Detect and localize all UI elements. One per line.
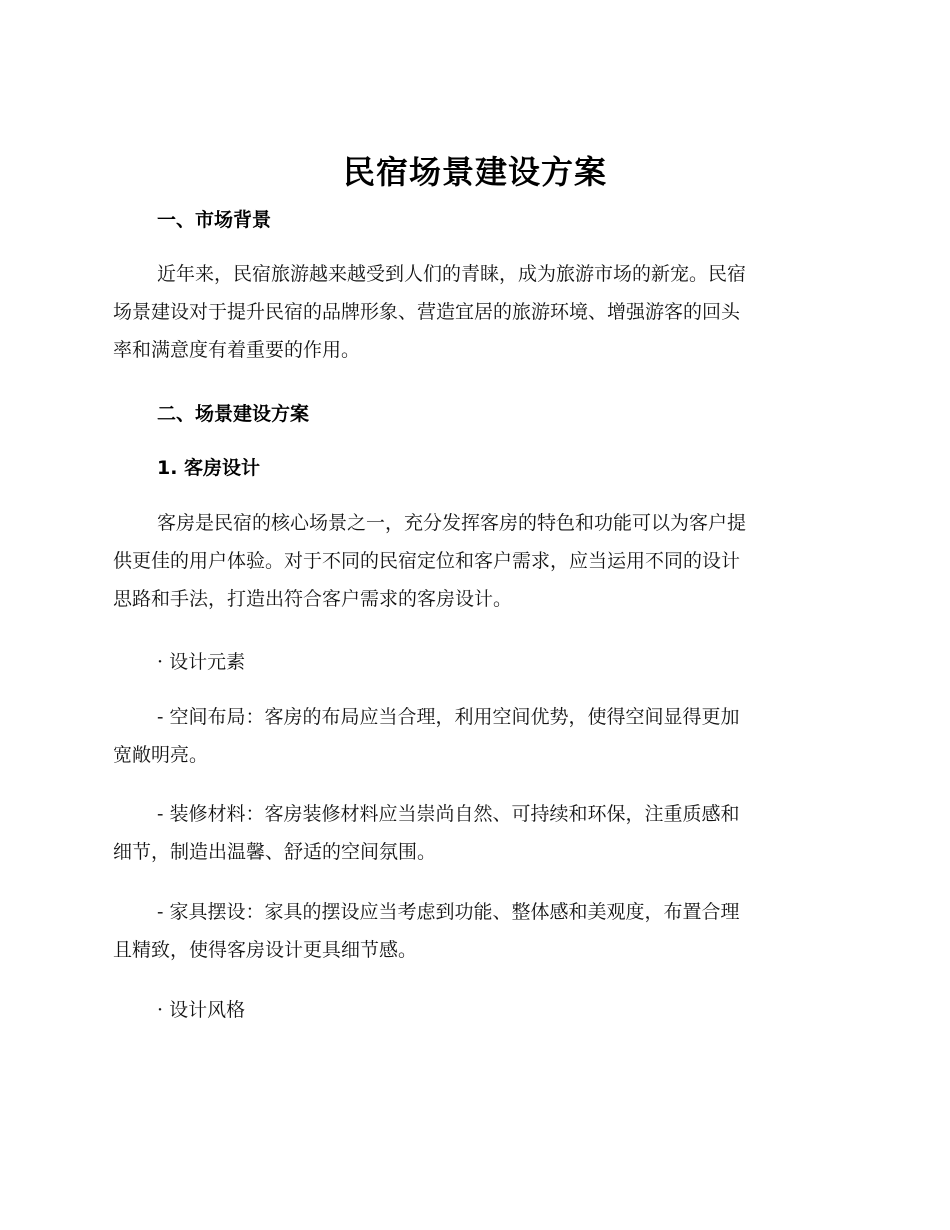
paragraph-line: - 空间布局：客房的布局应当合理，利用空间优势，使得空间显得更加 [157, 706, 740, 728]
section-heading-plan: 二、场景建设方案 [157, 403, 310, 425]
document-title: 民宿场景建设方案 [342, 153, 607, 191]
paragraph-line: 率和满意度有着重要的作用。 [113, 339, 361, 361]
paragraph-line: - 装修材料：客房装修材料应当崇尚自然、可持续和环保，注重质感和 [157, 803, 740, 825]
paragraph-line: 客房是民宿的核心场景之一，充分发挥客房的特色和功能可以为客户提 [157, 512, 747, 534]
paragraph-line: 近年来，民宿旅游越来越受到人们的青睐，成为旅游市场的新宠。民宿 [157, 263, 747, 285]
bullet-design-style: · 设计风格 [157, 999, 246, 1021]
paragraph-line: 思路和手法，打造出符合客户需求的客房设计。 [113, 588, 513, 610]
paragraph-furniture [113, 893, 833, 969]
paragraph-materials [113, 795, 833, 871]
paragraph-line: 宽敞明亮。 [113, 744, 209, 766]
bullet-design-elements: · 设计元素 [157, 651, 246, 673]
paragraph-line: - 家具摆设：家具的摆设应当考虑到功能、整体感和美观度，布置合理 [157, 901, 740, 923]
paragraph-line: 供更佳的用户体验。对于不同的民宿定位和客户需求，应当运用不同的设计 [113, 550, 741, 572]
section-heading-market: 一、市场背景 [157, 209, 272, 231]
paragraph-line: 场景建设对于提升民宿的品牌形象、营造宜居的旅游环境、增强游客的回头 [113, 301, 741, 323]
paragraph-line: 细节，制造出温馨、舒适的空间氛围。 [113, 841, 437, 863]
paragraph-market [113, 255, 833, 369]
paragraph-space-layout [113, 698, 833, 774]
subsection-heading-rooms: 1. 客房设计 [157, 457, 261, 479]
paragraph-rooms [113, 504, 833, 618]
paragraph-line: 且精致，使得客房设计更具细节感。 [113, 939, 418, 961]
